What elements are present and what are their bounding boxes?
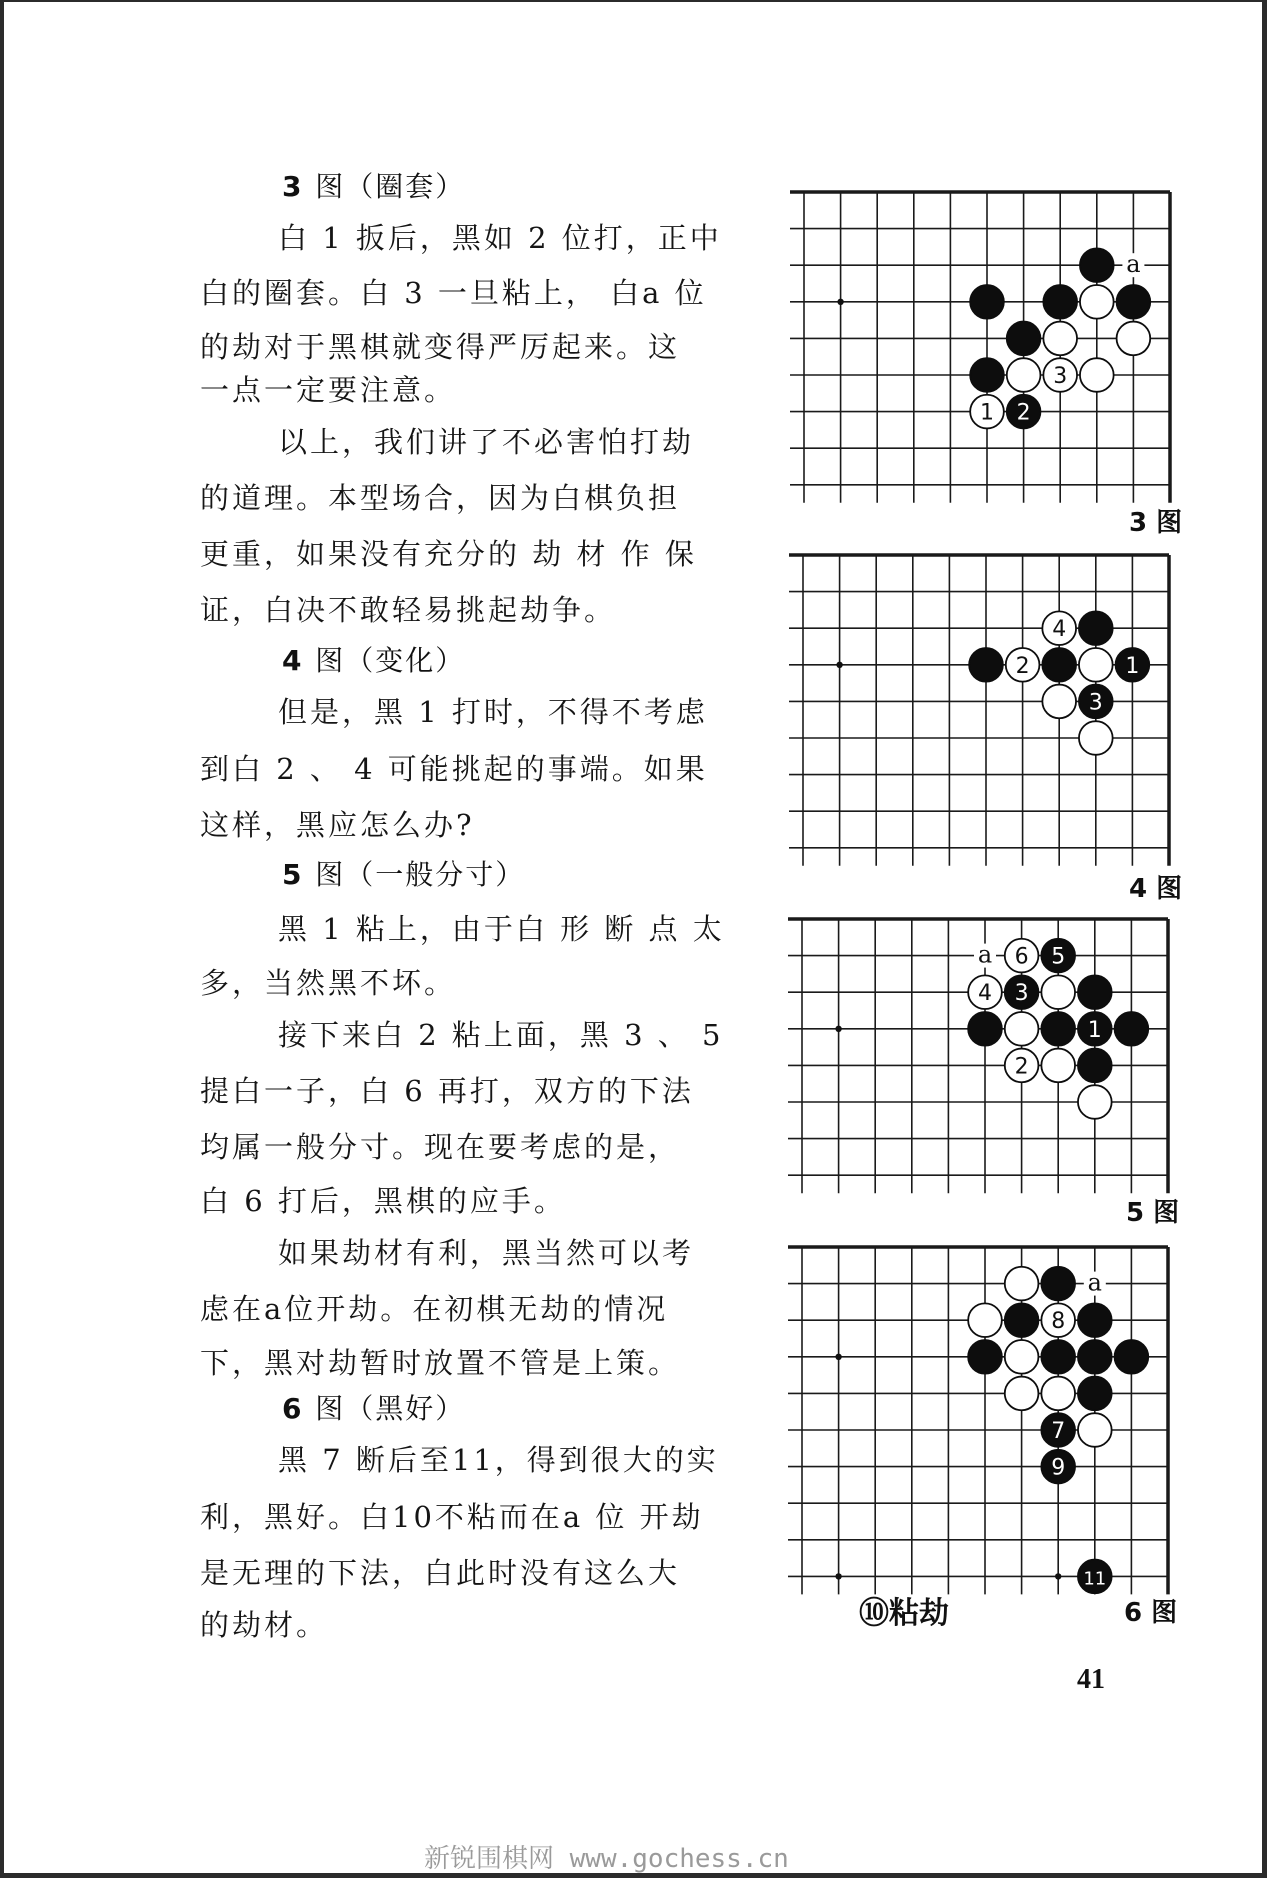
go-board-grid: [789, 553, 1173, 868]
paragraph-line: 黑 7 断后至11，得到很大的实: [278, 1443, 719, 1477]
move-number: 6: [1014, 944, 1029, 970]
white-stone: [1078, 1085, 1112, 1119]
star-point-icon: [835, 1573, 841, 1579]
section-heading: [282, 170, 465, 204]
move-number: 1: [980, 400, 994, 426]
section-heading: [282, 1392, 465, 1426]
white-stone: [1080, 285, 1114, 319]
black-stone-1: [1078, 1012, 1112, 1046]
star-point-icon: [836, 662, 842, 668]
star-point-icon: [835, 1026, 841, 1032]
black-stone: [1115, 1340, 1149, 1374]
figure-label: 4 图: [1129, 874, 1183, 904]
white-stone-4: [1042, 611, 1076, 645]
go-board-grid: [788, 1245, 1172, 1596]
move-number: 9: [1051, 1455, 1066, 1481]
go-diagram-fig3: [790, 190, 1174, 505]
paragraph-line: 虑在a位开劫。在初棋无劫的情况: [200, 1292, 669, 1326]
move-number: 2: [1014, 1054, 1029, 1080]
paragraph-line: 以上，我们讲了不必害怕打劫: [278, 425, 695, 459]
white-stone: [1043, 322, 1077, 356]
section-heading: [282, 858, 525, 892]
move-number: 3: [1053, 364, 1068, 389]
black-stone: [1041, 1267, 1075, 1301]
heading-title: 图（黑好）: [315, 1392, 466, 1425]
page-number: 41: [1077, 1664, 1105, 1695]
move-number: 4: [978, 981, 992, 1007]
black-stone: [1078, 1303, 1112, 1337]
white-stone-1: [970, 395, 1004, 429]
move-number: 2: [1016, 400, 1031, 426]
white-stone: [1041, 1049, 1075, 1083]
white-stone: [1042, 685, 1076, 719]
black-stone: [1005, 1303, 1039, 1337]
black-stone: [969, 648, 1003, 682]
black-stone: [970, 358, 1004, 392]
go-diagram-fig5: [788, 917, 1172, 1195]
go-board-grid: [790, 190, 1174, 505]
figure-label: 6 图: [1124, 1598, 1178, 1628]
white-stone: [1041, 1377, 1075, 1411]
white-stone-2: [1005, 1049, 1039, 1083]
paragraph-line: 均属一般分寸。现在要考虑的是，: [200, 1130, 681, 1164]
paragraph-line: 黑 1 粘上，由于白 形 断 点 太: [278, 912, 725, 946]
go-diagram-fig6: [788, 1245, 1172, 1596]
white-stone: [1078, 1413, 1112, 1447]
black-stone-3: [1079, 685, 1113, 719]
white-stone: [1079, 648, 1113, 682]
figure-number: 6: [282, 1392, 304, 1425]
black-stone: [1115, 1012, 1149, 1046]
point-label-a: a: [977, 940, 993, 969]
point-label-a: a: [1126, 250, 1141, 279]
black-stone: [1079, 611, 1113, 645]
black-stone-11: [1078, 1560, 1112, 1594]
star-point-icon: [835, 1354, 841, 1360]
move-number: 3: [1088, 690, 1103, 716]
black-stone: [968, 1340, 1002, 1374]
move-number: 5: [1051, 944, 1066, 970]
move-number: 2: [1015, 653, 1030, 679]
figure-number: 3: [282, 170, 304, 203]
paragraph-line: 下，黑对劫暂时放置不管是上策。: [200, 1346, 681, 1380]
move-number: 1: [1087, 1017, 1102, 1043]
paragraph-line: 更重，如果没有充分的 劫 材 作 保: [200, 537, 697, 571]
go-board-grid: [788, 917, 1172, 1195]
figure-label: 3 图: [1129, 508, 1183, 538]
paragraph-line: 证，白决不敢轻易挑起劫争。: [200, 593, 617, 627]
black-stone: [1041, 1012, 1075, 1046]
paragraph-line: 利，黑好。白10不粘而在a 位 开劫: [200, 1500, 704, 1534]
move-number: 1: [1125, 653, 1140, 679]
star-point-icon: [1055, 1573, 1061, 1579]
move-number: 4: [1052, 617, 1067, 643]
black-stone: [968, 1012, 1002, 1046]
white-stone: [1041, 975, 1075, 1009]
paragraph-line: 一点一定要注意。: [200, 373, 457, 407]
black-stone: [1117, 285, 1151, 319]
white-stone-8: [1041, 1303, 1075, 1337]
black-stone: [1007, 322, 1041, 356]
black-stone: [970, 285, 1004, 319]
paragraph-line: 这样，黑应怎么办?: [200, 808, 475, 842]
paragraph-line: 但是，黑 1 打时，不得不考虑: [278, 695, 708, 729]
black-stone-1: [1116, 648, 1150, 682]
black-stone-3: [1005, 975, 1039, 1009]
section-heading: [282, 644, 465, 678]
paragraph-line: 白的圈套。白 3 一旦粘上， 白a 位: [200, 276, 707, 310]
figure-number: 4: [282, 644, 304, 677]
figure-label: 5 图: [1126, 1198, 1180, 1228]
point-label-a: a: [1087, 1268, 1102, 1297]
white-stone-3: [1043, 358, 1077, 392]
move-number: 3: [1014, 981, 1029, 1007]
white-stone: [1005, 1012, 1039, 1046]
white-stone: [1005, 1377, 1039, 1411]
paragraph-line: 提白一子，白 6 再打，双方的下法: [200, 1074, 694, 1108]
paragraph-line: 接下来白 2 粘上面，黑 3 、 5: [278, 1018, 724, 1052]
paragraph-line: 如果劫材有利，黑当然可以考: [278, 1236, 695, 1270]
black-stone-9: [1041, 1450, 1075, 1484]
white-stone: [968, 1303, 1002, 1337]
black-stone: [1078, 1377, 1112, 1411]
move-number: 7: [1051, 1419, 1066, 1444]
move-number: 11: [1083, 1568, 1107, 1590]
paragraph-line: 白 1 扳后，黑如 2 位打，正中: [278, 221, 722, 255]
heading-title: 图（一般分寸）: [315, 858, 526, 891]
diagram-caption: ⑩粘劫: [859, 1596, 949, 1631]
paragraph-line: 多，当然黑不坏。: [200, 966, 457, 1000]
black-stone: [1042, 648, 1076, 682]
black-stone: [1041, 1340, 1075, 1374]
black-stone: [1080, 248, 1114, 282]
figure-number: 5: [282, 858, 304, 891]
paragraph-line: 白 6 打后，黑棋的应手。: [200, 1184, 566, 1218]
star-point-icon: [837, 299, 843, 305]
heading-title: 图（圈套）: [315, 170, 466, 203]
watermark: 新锐围棋网 www.gochess.cn: [424, 1844, 789, 1874]
paragraph-line: 的劫对于黑棋就变得严厉起来。这: [200, 330, 681, 364]
paragraph-line: 的道理。本型场合，因为白棋负担: [200, 481, 681, 515]
white-stone: [1005, 1340, 1039, 1374]
heading-title: 图（变化）: [315, 644, 466, 677]
white-stone-2: [1006, 648, 1040, 682]
white-stone: [1005, 1267, 1039, 1301]
black-stone: [1078, 1049, 1112, 1083]
black-stone-2: [1007, 395, 1041, 429]
book-page: [4, 2, 1262, 1873]
white-stone: [1117, 322, 1151, 356]
paragraph-line: 的劫材。: [200, 1608, 329, 1642]
move-number: 8: [1051, 1309, 1066, 1335]
paragraph-line: 是无理的下法，白此时没有这么大: [200, 1556, 681, 1590]
black-stone: [1078, 1340, 1112, 1374]
white-stone-6: [1005, 939, 1039, 973]
go-diagram-fig4: [789, 553, 1173, 868]
black-stone-5: [1041, 939, 1075, 973]
paragraph-line: 到白 2 、 4 可能挑起的事端。如果: [200, 752, 708, 786]
white-stone: [1080, 358, 1114, 392]
black-stone: [1043, 285, 1077, 319]
white-stone: [1007, 358, 1041, 392]
black-stone: [1078, 975, 1112, 1009]
white-stone-4: [968, 975, 1002, 1009]
black-stone-7: [1041, 1413, 1075, 1447]
white-stone: [1079, 721, 1113, 755]
